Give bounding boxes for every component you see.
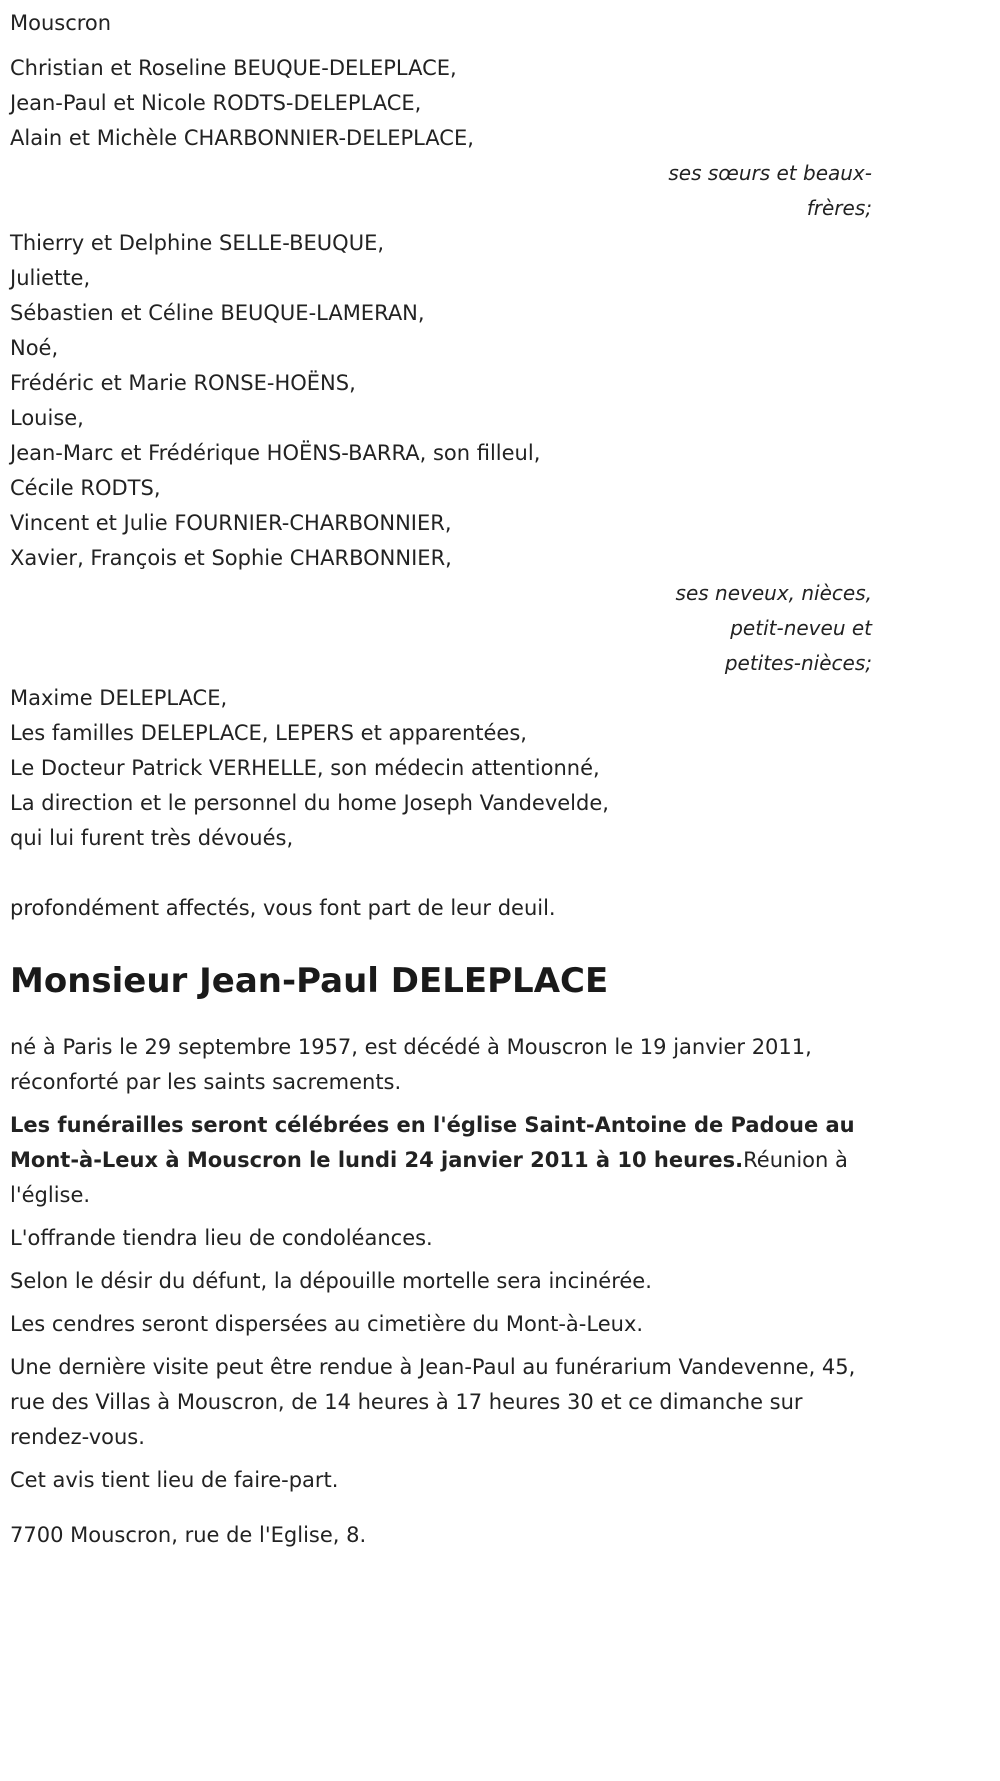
relation-label-nephews xyxy=(10,576,872,681)
family-line: Frédéric et Marie RONSE-HOËNS, xyxy=(10,371,356,395)
family-line: Jean-Marc et Frédérique HOËNS-BARRA, son filleul, xyxy=(10,441,541,465)
family-line: Noé, xyxy=(10,336,59,360)
spacer xyxy=(10,856,872,891)
relation-line: frères; xyxy=(806,196,872,220)
birth-death-paragraph: né à Paris le 29 septembre 1957, est décédé à Mouscron le 19 janvier 2011, réconforté par les saints sacrements. xyxy=(10,1035,812,1094)
obituary-notice xyxy=(10,0,872,1553)
family-line: Thierry et Delphine SELLE-BEUQUE, xyxy=(10,231,385,255)
family-line: Juliette, xyxy=(10,266,91,290)
family-line: Vincent et Julie FOURNIER-CHARBONNIER, xyxy=(10,511,452,535)
family-line: Maxime DELEPLACE, xyxy=(10,686,228,710)
family-line: Louise, xyxy=(10,406,84,430)
funeral-meeting: Réunion à l'église. xyxy=(10,1148,848,1207)
family-line: Alain et Michèle CHARBONNIER-DELEPLACE, xyxy=(10,126,474,150)
relation-line: ses sœurs et beaux- xyxy=(668,161,872,185)
family-line: Le Docteur Patrick VERHELLE, son médecin attentionné, xyxy=(10,756,600,780)
family-line: Les familles DELEPLACE, LEPERS et apparentées, xyxy=(10,721,527,745)
announcement-text: profondément affectés, vous font part de leur deuil. xyxy=(10,896,556,920)
family-line: Sébastien et Céline BEUQUE-LAMERAN, xyxy=(10,301,425,325)
family-line: Cécile RODTS, xyxy=(10,476,161,500)
family-line: La direction et le personnel du home Joseph Vandevelde, xyxy=(10,791,609,815)
family-address: 7700 Mouscron, rue de l'Eglise, 8. xyxy=(10,1523,367,1547)
info-paragraph: L'offrande tiendra lieu de condoléances. xyxy=(10,1226,433,1250)
info-paragraph: Selon le désir du défunt, la dépouille mortelle sera incinérée. xyxy=(10,1269,652,1293)
family-group-others xyxy=(10,681,872,856)
family-group-nephews xyxy=(10,226,872,576)
funeral-paragraph xyxy=(10,1108,872,1213)
funeral-details-bold: Les funérailles seront célébrées en l'église Saint-Antoine de Padoue au Mont-à-Leux à Mouscron le lundi 24 janvier 2011 à 10 heures. xyxy=(10,1113,855,1172)
relation-line: petit-neveu et xyxy=(730,616,872,640)
deceased-name-heading: Monsieur Jean-Paul DELEPLACE xyxy=(10,961,609,1001)
relation-line: ses neveux, nièces, xyxy=(675,581,872,605)
family-group-siblings xyxy=(10,51,872,156)
relation-line: petites-nièces; xyxy=(724,651,872,675)
family-line: Xavier, François et Sophie CHARBONNIER, xyxy=(10,546,452,570)
relation-label-siblings xyxy=(10,156,872,226)
info-paragraph: Cet avis tient lieu de faire-part. xyxy=(10,1468,339,1492)
family-line: qui lui furent très dévoués, xyxy=(10,826,294,850)
info-paragraph: Les cendres seront dispersées au cimetière du Mont-à-Leux. xyxy=(10,1312,644,1336)
family-line: Jean-Paul et Nicole RODTS-DELEPLACE, xyxy=(10,91,422,115)
info-paragraph: Une dernière visite peut être rendue à Jean-Paul au funérarium Vandevenne, 45, rue des Villas à Mouscron, de 14 heures à 17 heures 30 et ce dimanche sur rendez-vous. xyxy=(10,1355,856,1449)
family-line: Christian et Roseline BEUQUE-DELEPLACE, xyxy=(10,56,457,80)
location-city: Mouscron xyxy=(10,11,112,35)
